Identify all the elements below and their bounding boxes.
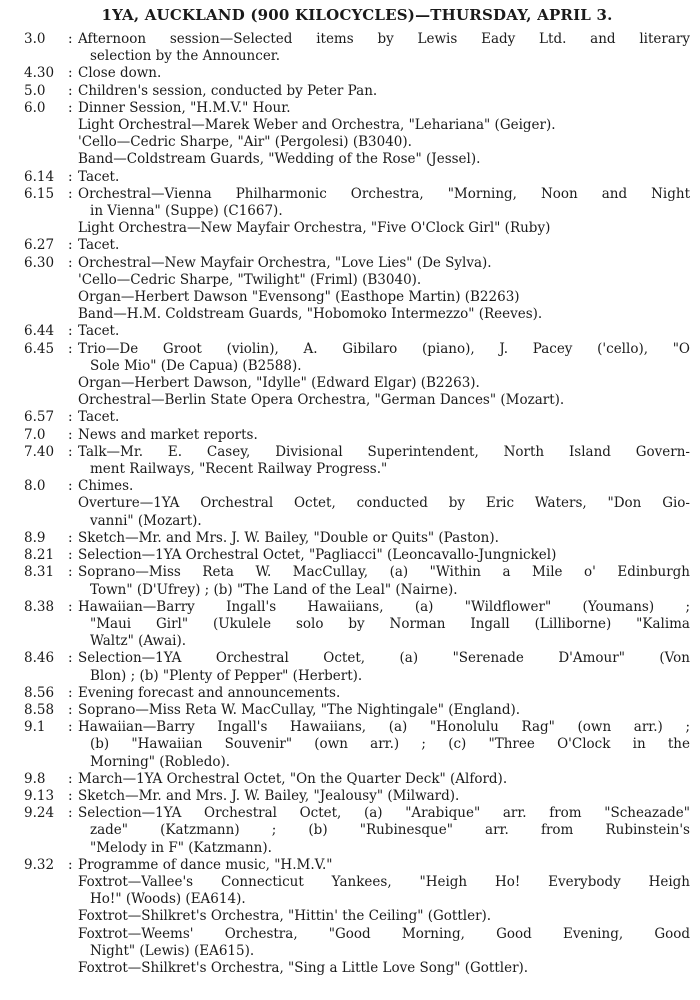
entry-line: selection by the Announcer. — [90, 48, 281, 65]
entry-line: Organ—Herbert Dawson, "Idylle" (Edward Elgar) (B2263). — [78, 375, 480, 392]
entry-separator: : — [68, 805, 73, 822]
entry-line: Tacet. — [78, 237, 120, 254]
entry-separator — [68, 117, 78, 134]
programme-entry — [24, 392, 690, 409]
entry-line: Trio—De Groot (violin), A. Gibilaro (piano), J. Pacey ('cello), "O — [78, 340, 690, 357]
entry-body — [78, 427, 690, 444]
entry-body — [78, 151, 690, 168]
entry-body — [78, 272, 690, 289]
entry-body — [78, 960, 690, 977]
programme-entry — [24, 874, 690, 908]
entry-line: Talk—Mr. E. Casey, Divisional Superintendent, North Island Govern- — [78, 443, 690, 460]
entry-line: vanni" (Mozart). — [90, 512, 202, 529]
entry-line: Town" (D'Ufrey) ; (b) "The Land of the Leal" (Nairne). — [90, 581, 458, 598]
entry-time — [24, 874, 68, 908]
entry-line: Dinner Session, "H.M.V." Hour. — [78, 99, 291, 116]
entry-time: 8.31 — [24, 564, 55, 581]
entry-body — [78, 908, 690, 925]
programme-entry — [24, 788, 690, 805]
entry-body — [78, 323, 690, 340]
entry-separator: : — [68, 65, 73, 82]
entry-line: Light Orchestra—New Mayfair Orchestra, "Five O'Clock Girl" (Ruby) — [78, 220, 551, 237]
entry-time: 5.0 — [24, 82, 46, 99]
programme-entry — [24, 547, 690, 564]
page-title: 1YA, AUCKLAND (900 KILOCYCLES)—THURSDAY, APRIL 3. — [101, 6, 613, 24]
entry-time: 8.0 — [24, 478, 46, 495]
programme-entry — [24, 237, 690, 254]
entry-separator — [68, 134, 78, 151]
entry-body — [78, 65, 690, 82]
programme-entry — [24, 599, 690, 651]
entry-separator — [68, 289, 78, 306]
entry-separator — [68, 908, 78, 925]
entry-line: "Maui Girl" (Ukulele solo by Norman Ingall (Lilliborne) "Kalima — [90, 615, 690, 632]
entry-separator: : — [68, 856, 73, 873]
entry-separator: : — [68, 701, 73, 718]
entry-line: (b) "Hawaiian Souvenir" (own arr.) ; (c) "Three O'Clock in the — [90, 736, 690, 753]
entry-separator — [68, 960, 78, 977]
entry-line: 'Cello—Cedric Sharpe, "Twilight" (Friml) (B3040). — [78, 271, 422, 288]
programme-entry — [24, 323, 690, 340]
programme-entry — [24, 495, 690, 529]
entry-body — [78, 100, 690, 117]
entry-line: News and market reports. — [78, 426, 258, 443]
entry-separator: : — [68, 529, 73, 546]
programme-entry — [24, 771, 690, 788]
entry-time: 6.57 — [24, 409, 55, 426]
entry-line: Soprano—Miss Reta W. MacCullay, (a) "Within a Mile o' Edinburgh — [78, 564, 690, 581]
entry-separator — [68, 220, 78, 237]
entry-body — [78, 117, 690, 134]
entry-body — [78, 495, 690, 529]
entry-body — [78, 788, 690, 805]
entry-line: Foxtrot—Shilkret's Orchestra, "Hittin' the Ceiling" (Gottler). — [78, 908, 492, 925]
entry-body — [78, 169, 690, 186]
entry-time: 4.30 — [24, 65, 55, 82]
entry-body — [78, 134, 690, 151]
entry-body — [78, 530, 690, 547]
programme-entry — [24, 272, 690, 289]
entry-separator: : — [68, 719, 73, 736]
entry-line: Ho!" (Woods) (EA614). — [90, 891, 246, 908]
entry-line: Selection—1YA Orchestral Octet, "Pagliacci" (Leoncavallo-Jungnickel) — [78, 547, 557, 564]
entry-time: 9.24 — [24, 805, 55, 822]
entry-line: Organ—Herbert Dawson "Evensong" (Easthope Martin) (B2263) — [78, 289, 520, 306]
entry-line: Overture—1YA Orchestral Octet, conducted by Eric Waters, "Don Gio- — [78, 495, 690, 512]
entry-line: March—1YA Orchestral Octet, "On the Quarter Deck" (Alford). — [78, 770, 508, 787]
entry-line: Night" (Lewis) (EA615). — [90, 942, 255, 959]
entry-body — [78, 444, 690, 478]
programme-entry — [24, 650, 690, 684]
programme-entry — [24, 100, 690, 117]
entry-time: 6.27 — [24, 237, 55, 254]
entry-line: Orchestral—Vienna Philharmonic Orchestra, "Morning, Noon and Night — [78, 185, 690, 202]
programme-entry — [24, 151, 690, 168]
entry-separator — [68, 151, 78, 168]
entry-time — [24, 375, 68, 392]
programme-entry — [24, 306, 690, 323]
entry-separator: : — [68, 598, 73, 615]
entry-body — [78, 220, 690, 237]
entry-time: 6.0 — [24, 99, 46, 116]
entry-body — [78, 564, 690, 598]
entry-line: Hawaiian—Barry Ingall's Hawaiians, (a) "Honolulu Rag" (own arr.) ; — [78, 719, 690, 736]
entry-line: Close down. — [78, 65, 162, 82]
entry-line: Hawaiian—Barry Ingall's Hawaiians, (a) "Wildflower" (Youmans) ; — [78, 598, 690, 615]
entry-line: Tacet. — [78, 323, 120, 340]
entry-separator — [68, 392, 78, 409]
entry-line: Sole Mio" (De Capua) (B2588). — [90, 357, 302, 374]
entry-line: Foxtrot—Shilkret's Orchestra, "Sing a Little Love Song" (Gottler). — [78, 959, 529, 976]
entry-time: 6.14 — [24, 168, 55, 185]
entry-line: in Vienna" (Suppe) (C1667). — [90, 203, 283, 220]
entry-separator: : — [68, 547, 73, 564]
programme-entry — [24, 117, 690, 134]
programme-entry — [24, 564, 690, 598]
entry-line: ment Railways, "Recent Railway Progress." — [90, 461, 388, 478]
entry-line: Selection—1YA Orchestral Octet, (a) "Arabique" arr. from "Scheazade" — [78, 805, 690, 822]
entry-body — [78, 409, 690, 426]
entry-separator: : — [68, 31, 73, 47]
programme-entry — [24, 65, 690, 82]
entry-body — [78, 237, 690, 254]
entry-line: zade" (Katzmann) ; (b) "Rubinesque" arr. from Rubinstein's — [90, 822, 690, 839]
programme-entry — [24, 702, 690, 719]
entry-body — [78, 874, 690, 908]
entry-line: Waltz" (Awai). — [90, 633, 186, 650]
programme-entry — [24, 31, 690, 65]
entry-body — [78, 719, 690, 771]
entry-time: 6.44 — [24, 323, 55, 340]
programme-entry — [24, 960, 690, 977]
entry-time: 6.45 — [24, 340, 55, 357]
entry-line: Band—H.M. Coldstream Guards, "Hobomoko Intermezzo" (Reeves). — [78, 306, 543, 323]
programme-entry — [24, 530, 690, 547]
entry-body — [78, 255, 690, 272]
entry-time — [24, 926, 68, 960]
entry-separator: : — [68, 564, 73, 581]
programme-entry — [24, 719, 690, 771]
entry-separator: : — [68, 323, 73, 340]
entry-separator — [68, 375, 78, 392]
entry-time: 9.32 — [24, 856, 55, 873]
entry-line: Chimes. — [78, 478, 134, 495]
entry-line: Evening forecast and announcements. — [78, 684, 341, 701]
entry-body — [78, 289, 690, 306]
entry-body — [78, 685, 690, 702]
entry-time — [24, 117, 68, 134]
entry-body — [78, 702, 690, 719]
programme-entry — [24, 478, 690, 495]
entry-time — [24, 960, 68, 977]
entry-body — [78, 375, 690, 392]
entry-body — [78, 392, 690, 409]
entry-body — [78, 599, 690, 651]
entry-separator: : — [68, 787, 73, 804]
entry-separator — [68, 874, 78, 908]
entry-time: 8.9 — [24, 529, 46, 546]
entry-line: Foxtrot—Weems' Orchestra, "Good Morning, Good Evening, Good — [78, 925, 690, 942]
entry-time: 8.56 — [24, 684, 55, 701]
entry-body — [78, 771, 690, 788]
programme-entry — [24, 685, 690, 702]
entry-time: 8.58 — [24, 701, 55, 718]
programme-entry — [24, 908, 690, 925]
entry-separator: : — [68, 168, 73, 185]
entry-time: 8.46 — [24, 650, 55, 667]
entry-time — [24, 306, 68, 323]
entry-time — [24, 220, 68, 237]
entry-separator: : — [68, 340, 73, 357]
entry-separator: : — [68, 478, 73, 495]
programme-entry — [24, 427, 690, 444]
entry-time — [24, 151, 68, 168]
entry-time: 6.15 — [24, 185, 55, 202]
entry-line: Band—Coldstream Guards, "Wedding of the Rose" (Jessel). — [78, 151, 481, 168]
programme-list — [24, 31, 690, 977]
programme-entry — [24, 857, 690, 874]
entry-line: Blon) ; (b) "Plenty of Pepper" (Herbert). — [90, 667, 363, 684]
entry-separator: : — [68, 770, 73, 787]
programme-entry — [24, 805, 690, 857]
programme-entry — [24, 255, 690, 272]
entry-separator — [68, 495, 78, 529]
programme-entry — [24, 341, 690, 375]
programme-entry — [24, 444, 690, 478]
entry-time: 9.1 — [24, 719, 46, 736]
entry-separator: : — [68, 82, 73, 99]
programme-entry — [24, 169, 690, 186]
entry-time — [24, 908, 68, 925]
entry-separator: : — [68, 684, 73, 701]
programme-entry — [24, 409, 690, 426]
entry-body — [78, 805, 690, 857]
entry-time — [24, 392, 68, 409]
programme-entry — [24, 134, 690, 151]
entry-body — [78, 83, 690, 100]
programme-entry — [24, 83, 690, 100]
entry-line: "Melody in F" (Katzmann). — [90, 839, 272, 856]
entry-line: Children's session, conducted by Peter Pan. — [78, 82, 378, 99]
entry-separator: : — [68, 426, 73, 443]
entry-line: Programme of dance music, "H.M.V." — [78, 856, 333, 873]
entry-body — [78, 341, 690, 375]
programme-entry — [24, 289, 690, 306]
entry-line: Sketch—Mr. and Mrs. J. W. Bailey, "Double or Quits" (Paston). — [78, 529, 499, 546]
entry-time: 7.40 — [24, 443, 55, 460]
entry-separator: : — [68, 254, 73, 271]
entry-line: Light Orchestral—Marek Weber and Orchestra, "Lehariana" (Geiger). — [78, 117, 556, 134]
programme-entry — [24, 375, 690, 392]
entry-time: 8.21 — [24, 547, 55, 564]
entry-body — [78, 857, 690, 874]
entry-time — [24, 272, 68, 289]
entry-time: 3.0 — [24, 31, 46, 47]
entry-line: Orchestral—New Mayfair Orchestra, "Love Lies" (De Sylva). — [78, 254, 492, 271]
entry-line: Selection—1YA Orchestral Octet, (a) "Serenade D'Amour" (Von — [78, 650, 690, 667]
entry-separator: : — [68, 237, 73, 254]
entry-line: Foxtrot—Vallee's Connecticut Yankees, "Heigh Ho! Everybody Heigh — [78, 873, 690, 890]
entry-line: 'Cello—Cedric Sharpe, "Air" (Pergolesi) (B3040). — [78, 134, 412, 151]
entry-time — [24, 495, 68, 529]
programme-entry — [24, 220, 690, 237]
entry-line: Morning" (Robledo). — [90, 753, 231, 770]
entry-body — [78, 306, 690, 323]
entry-body — [78, 547, 690, 564]
entry-separator: : — [68, 99, 73, 116]
entry-body — [78, 650, 690, 684]
entry-separator: : — [68, 409, 73, 426]
programme-entry — [24, 926, 690, 960]
entry-time: 8.38 — [24, 598, 55, 615]
programme-entry — [24, 186, 690, 220]
entry-line: Tacet. — [78, 168, 120, 185]
entry-separator: : — [68, 443, 73, 460]
entry-time: 6.30 — [24, 254, 55, 271]
entry-body — [78, 31, 690, 65]
entry-line: Soprano—Miss Reta W. MacCullay, "The Nightingale" (England). — [78, 701, 521, 718]
entry-time — [24, 289, 68, 306]
entry-body — [78, 478, 690, 495]
entry-separator: : — [68, 185, 73, 202]
entry-separator: : — [68, 650, 73, 667]
entry-time: 9.8 — [24, 770, 46, 787]
entry-body — [78, 186, 690, 220]
entry-line: Afternoon session—Selected items by Lewis Eady Ltd. and literary — [78, 31, 690, 47]
entry-line: Orchestral—Berlin State Opera Orchestra, "German Dances" (Mozart). — [78, 392, 565, 409]
entry-time: 9.13 — [24, 787, 55, 804]
entry-separator — [68, 306, 78, 323]
entry-body — [78, 926, 690, 960]
entry-time: 7.0 — [24, 426, 46, 443]
entry-separator — [68, 926, 78, 960]
entry-line: Sketch—Mr. and Mrs. J. W. Bailey, "Jealousy" (Milward). — [78, 787, 460, 804]
entry-separator — [68, 272, 78, 289]
entry-time — [24, 134, 68, 151]
entry-line: Tacet. — [78, 409, 120, 426]
